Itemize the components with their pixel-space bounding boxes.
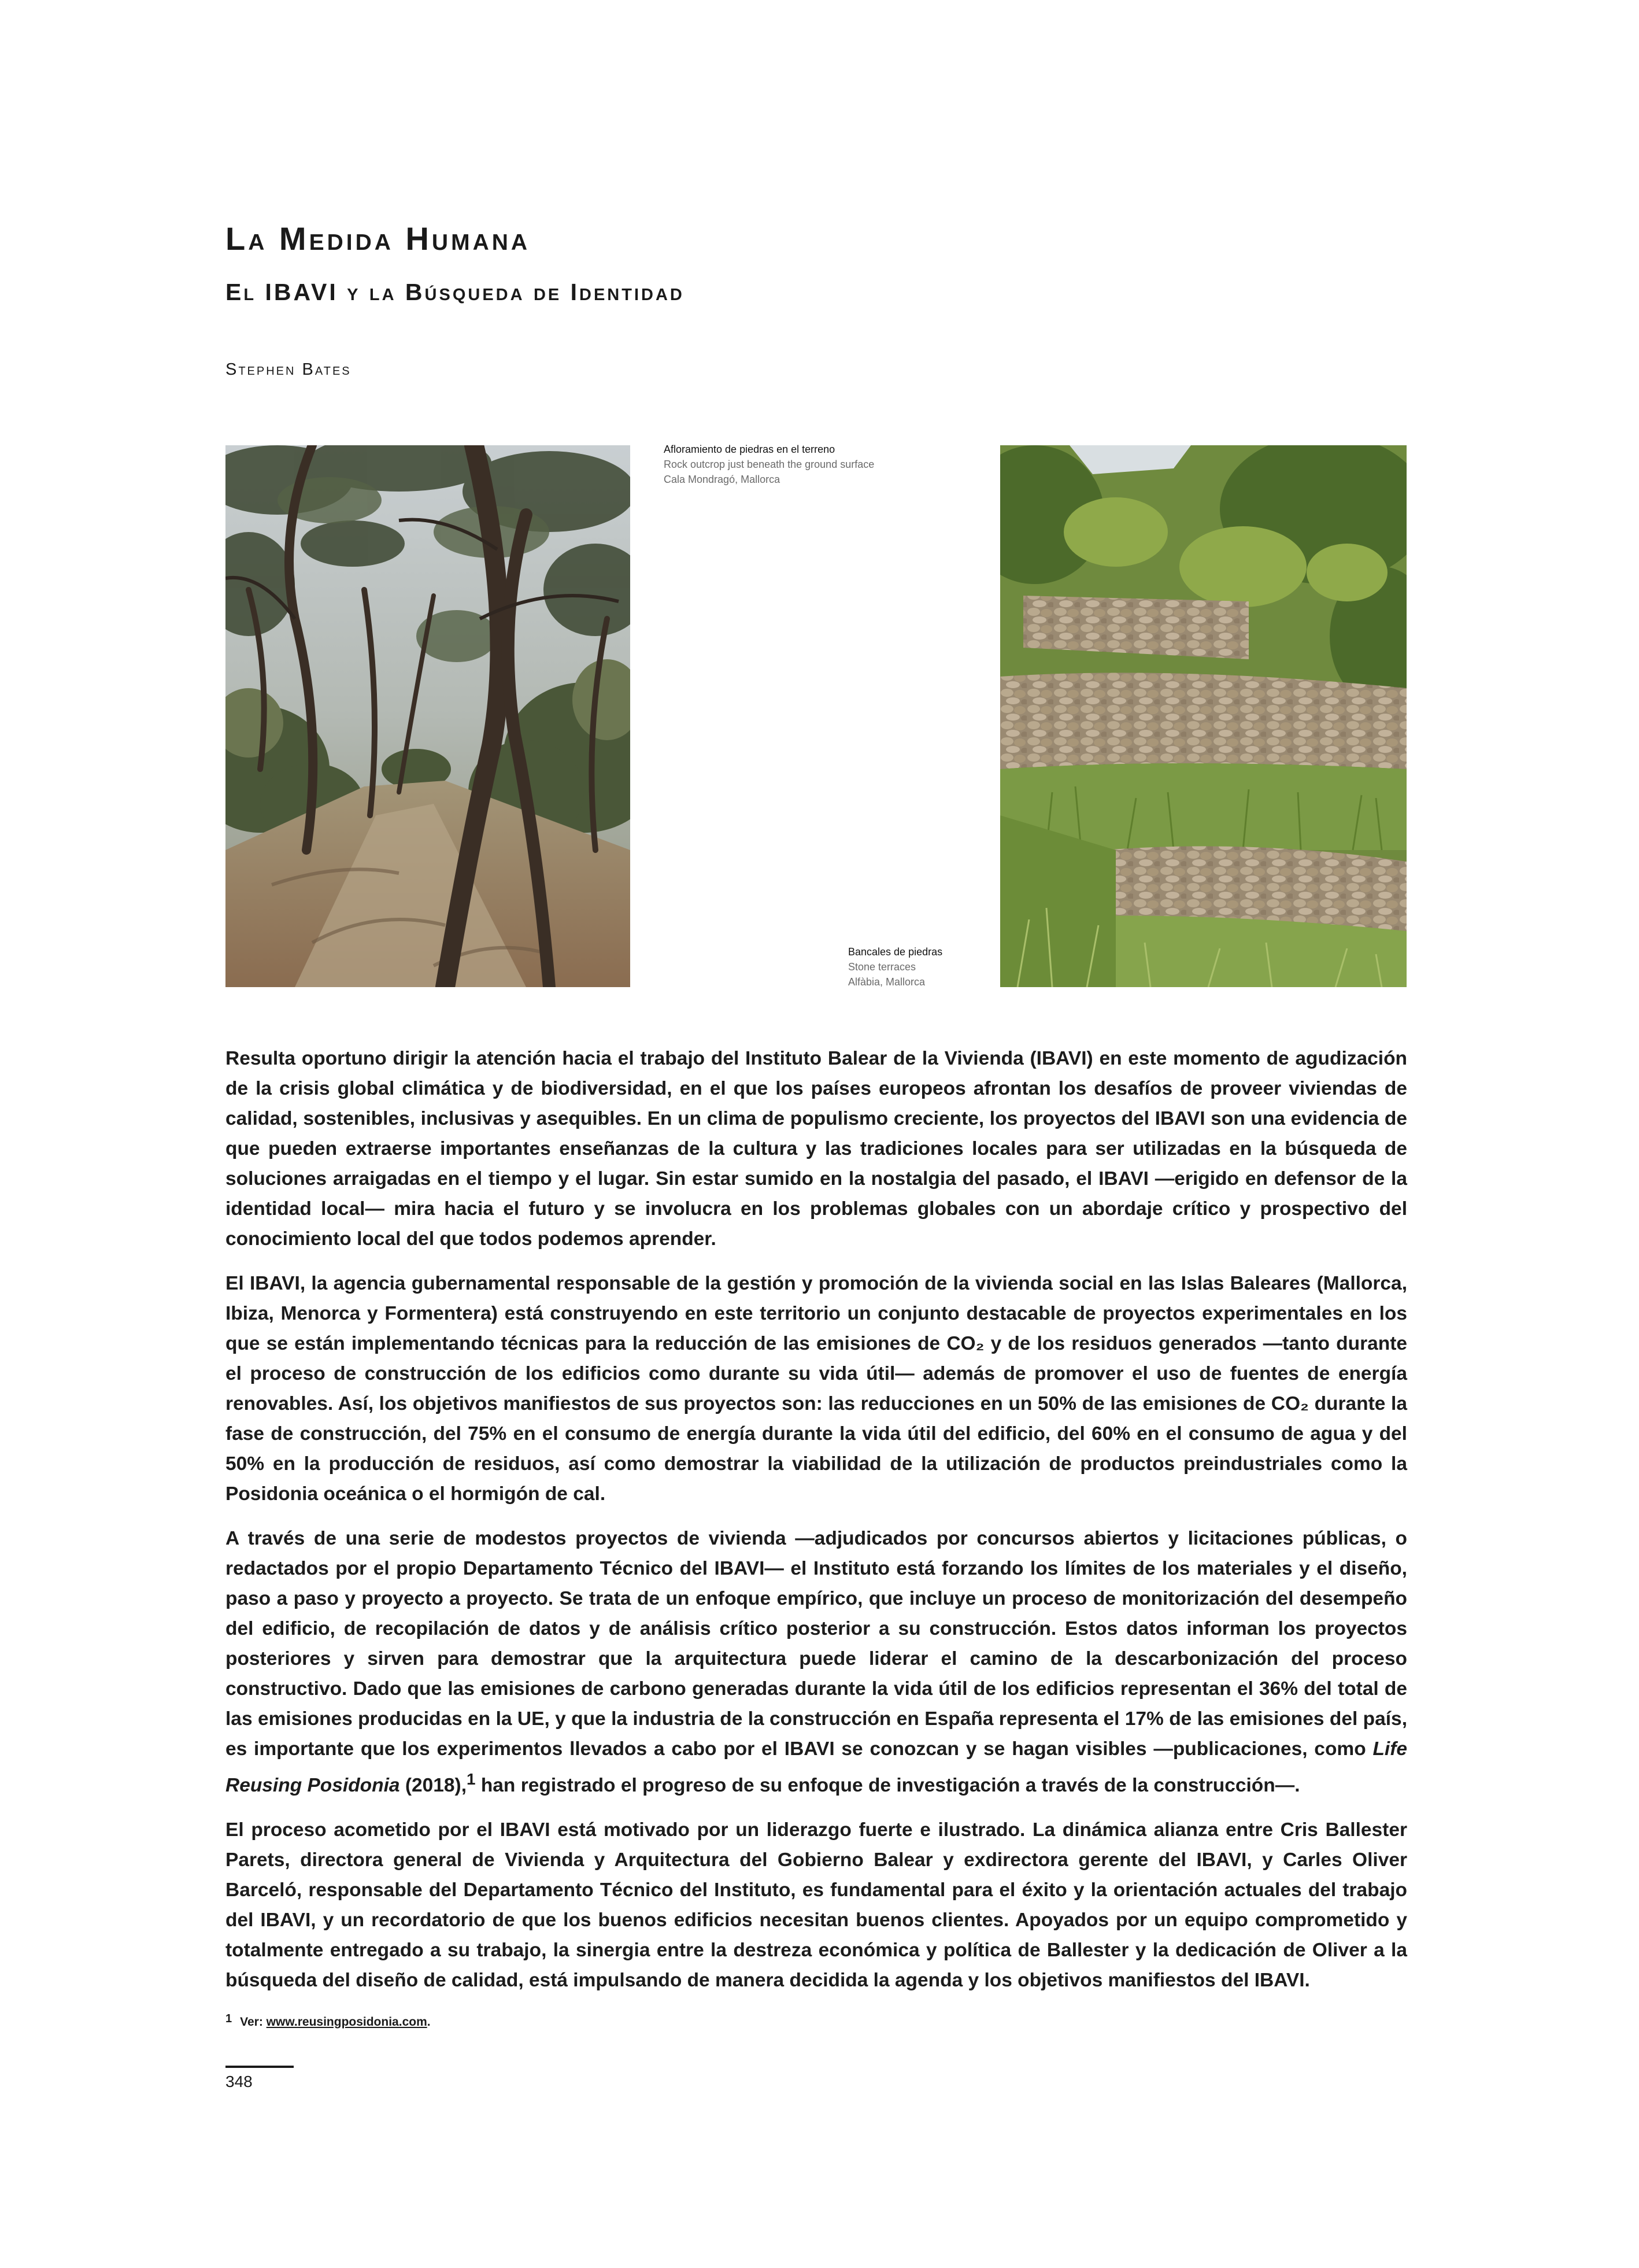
photo-pine-forest-path	[225, 445, 630, 987]
paragraph-4: El proceso acometido por el IBAVI está motivado por un liderazgo fuerte e ilustrado. La dinámica alianza entre Cris Ballester Parets, directora general de Vivienda y Arquitectura del Gobierno Balear y exdirectora gerente del IBAVI, y Carles Oliver Barceló, responsable del Departamento Técnico del Instituto, es fundamental para el éxito y la orientación actuales del trabajo del IBAVI, y un recordatorio de que los buenos edificios necesitan buenos clientes. Apoyados por un equipo comprometido y totalmente entregado a su trabajo, la sinergia entre la destreza económica y política de Ballester y la dedicación de Oliver a la búsqueda del diseño de calidad, está impulsando de manera decidida la agenda y los objetivos manifiestos del IBAVI.	[225, 1819, 1407, 1992]
page-number-rule	[225, 2066, 294, 2068]
caption-translation: Stone terraces	[848, 961, 916, 973]
paragraph-3-end: han registrado el progreso de su enfoque de investigación a través de la construcción—.	[475, 1775, 1300, 1797]
paragraph-3-text: A través de una serie de modestos proyectos de vivienda —adjudicados por concursos abiertos y licitaciones públicas, o redactados por el propio Departamento Técnico del IBAVI— el Instituto está forzando los límites de los materiales y el diseño, paso a paso y proyecto a proyecto. Se trata de un enfoque empírico, que incluye un proceso de monitorización del desempeño del edificio, de recopilación de datos y de análisis crítico posterior a su construcción. Estos datos informan los proyectos posteriores y sirven para demostrar que la arquitectura puede liderar el camino de la descarbonización del proceso constructivo. Dado que las emisiones de carbono generadas durante la vida útil de los edificios representan el 36% del total de las emisiones producidas en la UE, y que la industria de la construcción en España representa el 17% de las emisiones del país, es importante que los experimentos llevados a cabo por el IBAVI se conozcan y se hagan visibles —publicaciones, como	[225, 1528, 1407, 1760]
footnote-suffix: .	[427, 2015, 431, 2029]
article-author: Stephen Bates	[225, 360, 352, 379]
paragraph-3	[225, 1524, 1407, 1801]
paragraph-1: Resulta oportuno dirigir la atención hacia el trabajo del Instituto Balear de la Vivienda (IBAVI) en este momento de agudización de la crisis global climática y de biodiversidad, en el que los países europeos afrontan los desafíos de proveer viviendas de calidad, sostenibles, inclusivas y asequibles. En un clima de populismo creciente, los proyectos del IBAVI son una evidencia de que pueden extraerse importantes enseñanzas de la cultura y las tradiciones locales para ser utilizadas en la búsqueda de soluciones arraigadas en el tiempo y el lugar. Sin estar sumido en la nostalgia del pasado, el IBAVI —erigido en defensor de la identidad local— mira hacia el futuro y se involucra en los problemas globales con un abordaje crítico y prospectivo del conocimiento local del que todos podemos aprender.	[225, 1048, 1407, 1250]
page-number: 348	[225, 2073, 253, 2090]
photo-stone-terraces	[1000, 445, 1407, 987]
article-title: La Medida Humana	[225, 220, 531, 257]
publication-title: Life Reusing Posidonia	[225, 1738, 1407, 1797]
footnote	[225, 2012, 431, 2029]
publication-year: (2018),	[399, 1775, 467, 1797]
caption-location: Alfàbia, Mallorca	[848, 976, 926, 988]
footnote-link[interactable]: www.reusingposidonia.com	[266, 2015, 427, 2029]
footnote-prefix: Ver:	[240, 2015, 267, 2029]
figure-caption-stone-terraces	[848, 944, 942, 989]
footnote-reference[interactable]: 1	[467, 1770, 476, 1788]
stone-terraces-illustration	[1000, 445, 1407, 987]
caption-title: Afloramiento de piedras en el terreno	[664, 444, 835, 455]
footnote-marker: 1	[225, 2012, 232, 2025]
figure-caption-rock-outcrop	[664, 442, 874, 487]
article-subtitle: El IBAVI y la Búsqueda de Identidad	[225, 279, 685, 305]
caption-translation: Rock outcrop just beneath the ground surface	[664, 459, 875, 470]
caption-title: Bancales de piedras	[848, 946, 943, 958]
paragraph-2: El IBAVI, la agencia gubernamental responsable de la gestión y promoción de la vivienda social en las Islas Baleares (Mallorca, Ibiza, Menorca y Formentera) está construyendo en este territorio un conjunto destacable de proyectos experimentales en los que se están implementando técnicas para la reducción de las emisiones de CO₂ y de los residuos generados —tanto durante el proceso de construcción de los edificios como durante su vida útil— además de promover el uso de fuentes de energía renovables. Así, los objetivos manifiestos de sus proyectos son: las reducciones en un 50% de las emisiones de CO₂ durante la fase de construcción, del 75% en el consumo de energía durante la vida útil del edificio, del 60% en el consumo de agua y del 50% en la producción de residuos, así como demostrar la viabilidad de la utilización de productos preindustriales como la Posidonia oceánica o el hormigón de cal.	[225, 1273, 1407, 1505]
pine-forest-illustration	[225, 445, 630, 987]
caption-location: Cala Mondragó, Mallorca	[664, 474, 780, 485]
article-body	[225, 1044, 1407, 2010]
